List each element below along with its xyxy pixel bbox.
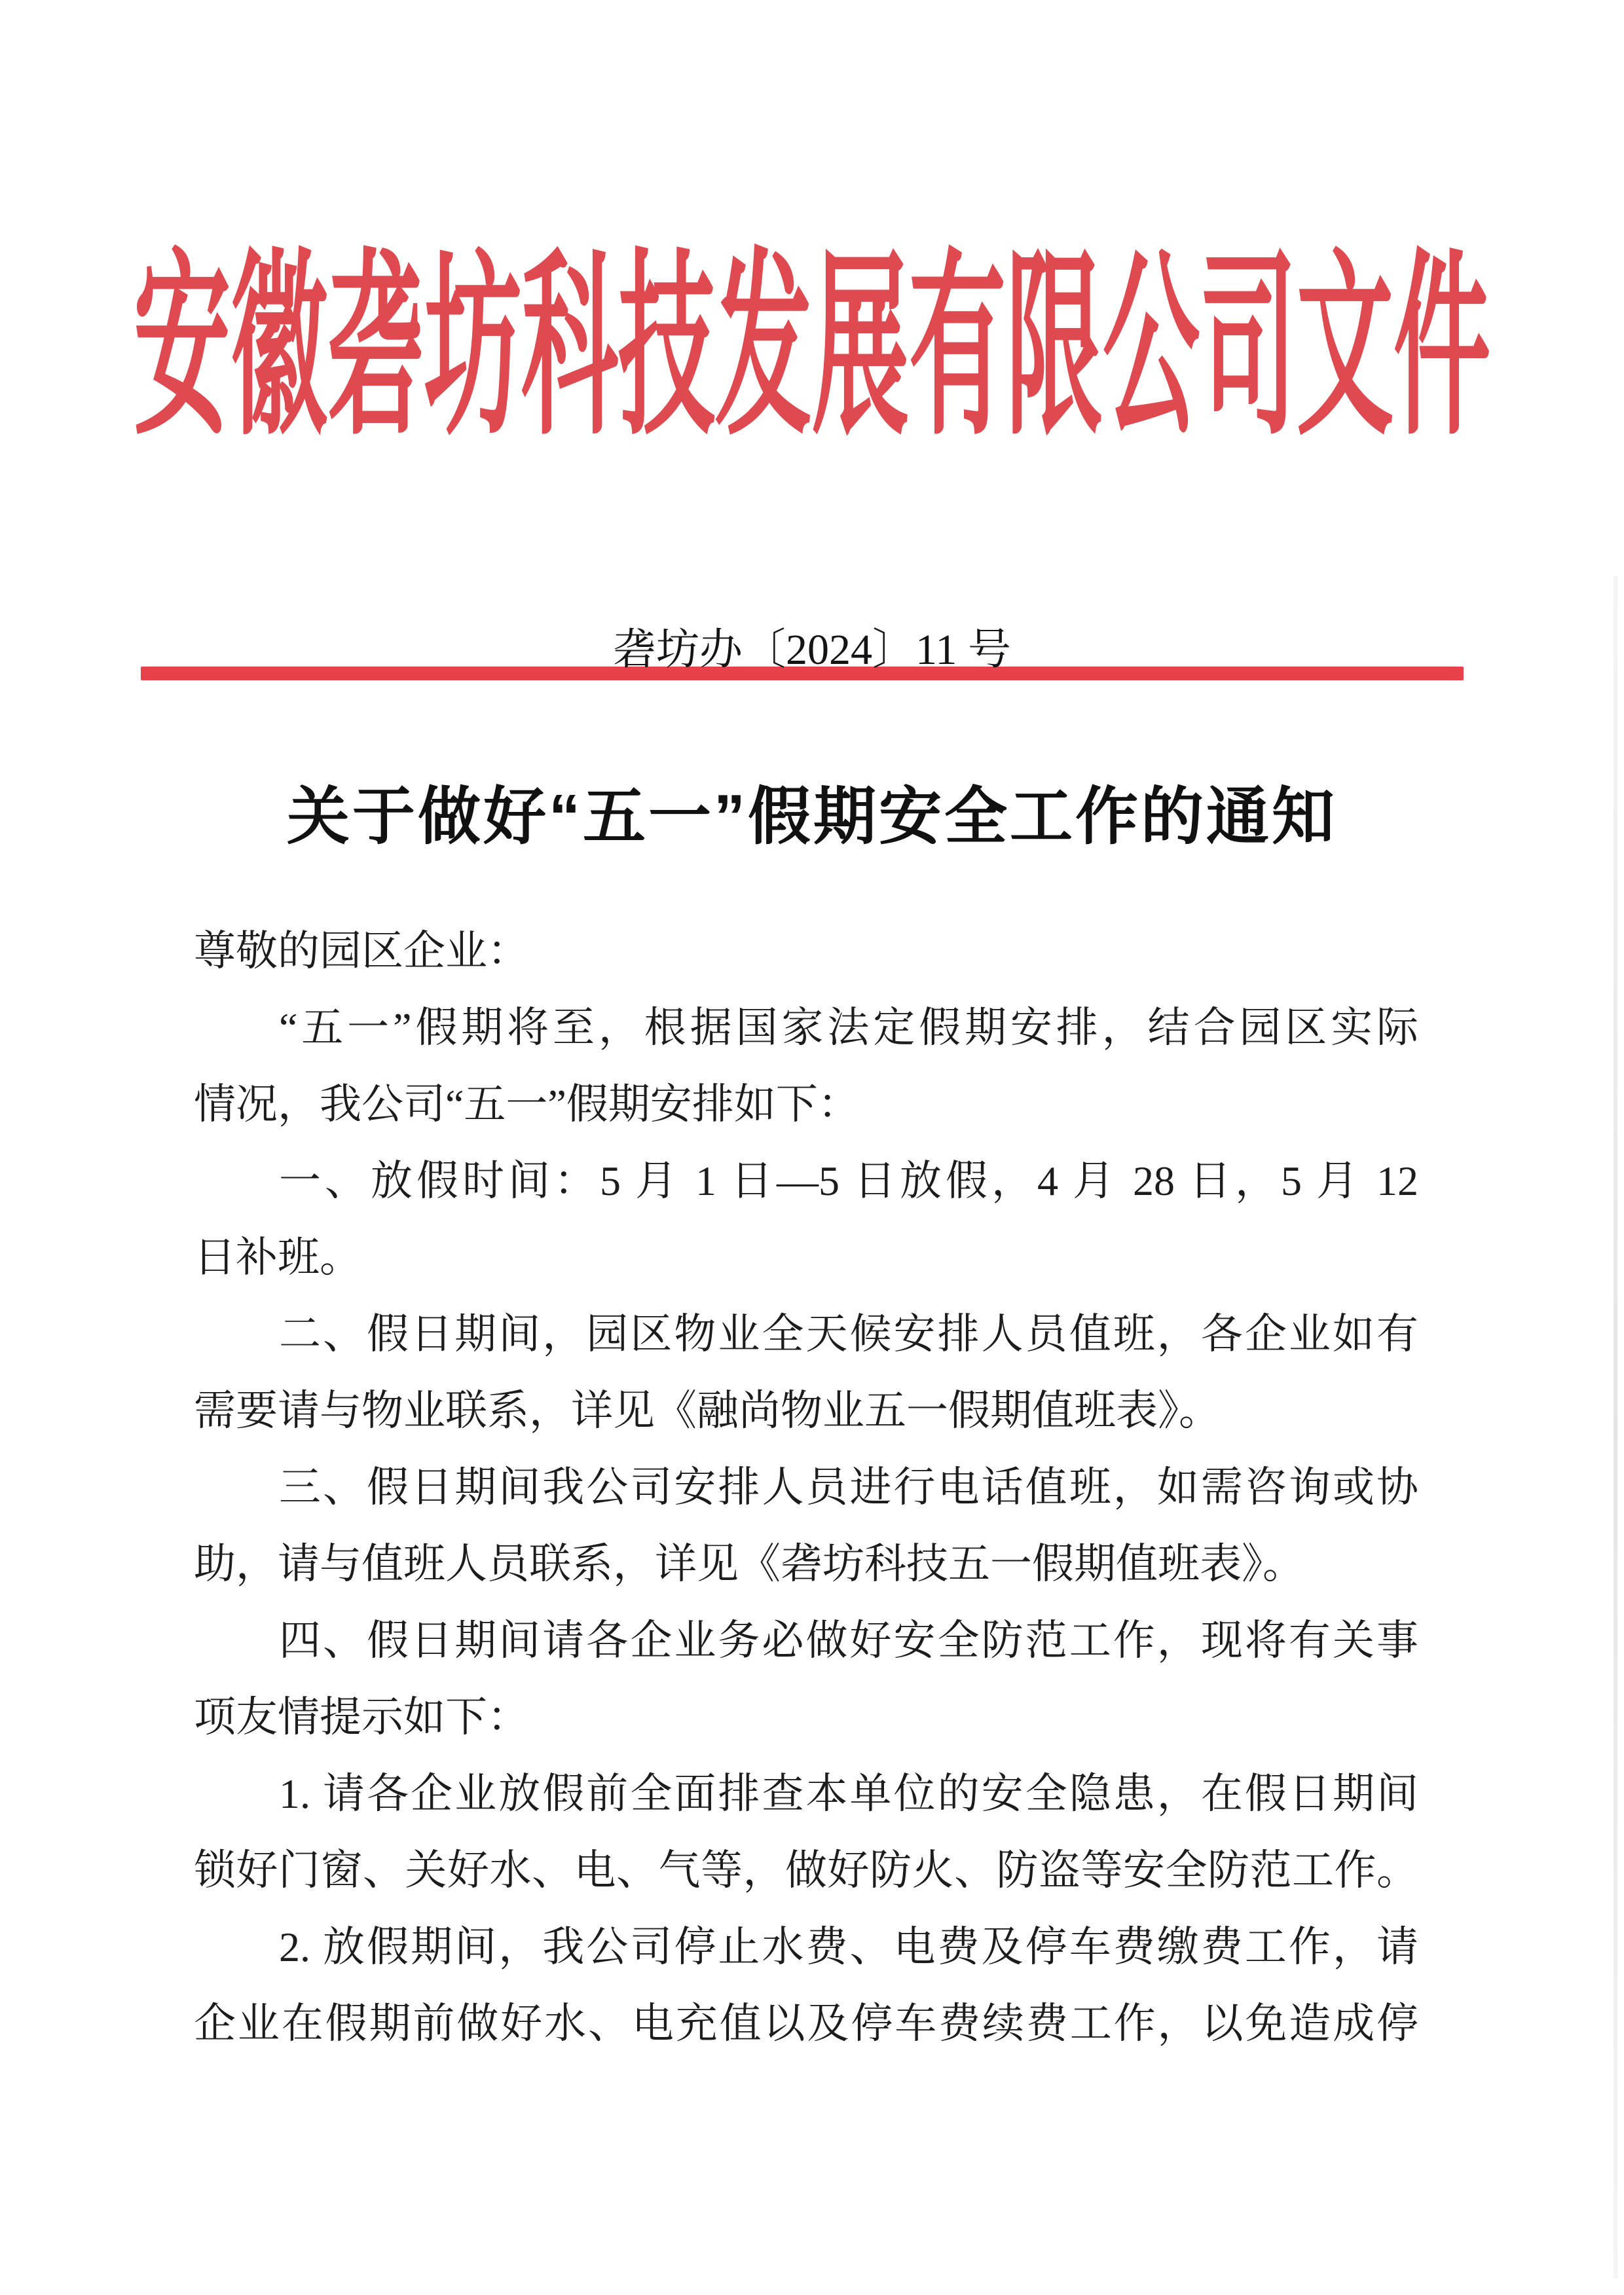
body-line: 锁好门窗、关好水、电、气等，做好防火、防盗等安全防范工作。 [194, 1847, 1418, 1894]
notice-title: 关于做好“五一”假期安全工作的通知 [287, 782, 1337, 852]
body-line: 项友情提示如下： [194, 1694, 529, 1740]
body-line: 需要请与物业联系，详见《融尚物业五一假期值班表》。 [194, 1387, 1221, 1434]
body-line: 日补班。 [194, 1234, 361, 1281]
document-number: 砻坊办〔2024〕11 号 [612, 626, 1012, 674]
body-line: “五一”假期将至，根据国家法定假期安排，结合园区实际 [279, 1004, 1418, 1051]
notice-body [194, 913, 1418, 2062]
body-line: 企业在假期前做好水、电充值以及停车费续费工作，以免造成停 [194, 2000, 1418, 2047]
body-line: 助，请与值班人员联系，详见《砻坊科技五一假期值班表》。 [194, 1541, 1304, 1587]
body-line: 尊敬的园区企业： [194, 928, 529, 974]
body-line: 二、假日期间，园区物业全天候安排人员值班，各企业如有 [279, 1311, 1418, 1357]
body-line: 2. 放假期间，我公司停止水费、电费及停车费缴费工作，请 [279, 1924, 1418, 1970]
body-line: 四、假日期间请各企业务必做好安全防范工作，现将有关事 [279, 1617, 1418, 1664]
body-line: 三、假日期间我公司安排人员进行电话值班，如需咨询或协 [279, 1464, 1418, 1511]
body-line: 1. 请各企业放假前全面排查本单位的安全隐患，在假日期间 [279, 1771, 1418, 1817]
company-letterhead-title: 安徽砻坊科技发展有限公司文件 [134, 239, 1490, 460]
body-line: 一、放假时间：5 月 1 日—5 日放假，4 月 28 日，5 月 12 [279, 1158, 1418, 1204]
body-line: 情况，我公司“五一”假期安排如下： [194, 1081, 860, 1128]
